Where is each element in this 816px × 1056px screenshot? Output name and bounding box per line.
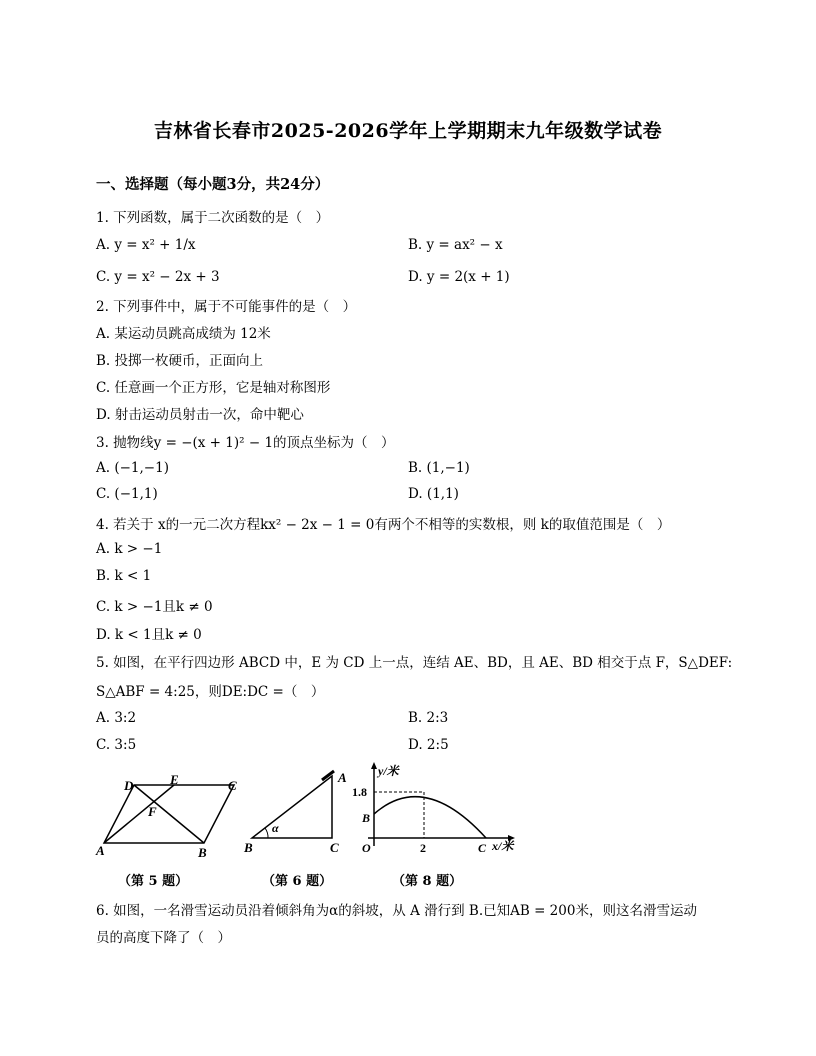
fig5-label-e: E (170, 772, 179, 787)
fig5-label-b: B (198, 845, 207, 860)
fig8-label-o: O (362, 841, 371, 855)
question-1-option-a: A. y = x² + 1/x (96, 237, 196, 253)
question-3-option-c: C. (−1,1) (96, 486, 158, 502)
question-3-option-a: A. (−1,−1) (96, 460, 169, 476)
fig5-label-f: F (148, 804, 157, 819)
fig5-label-a: A (96, 843, 105, 858)
question-3-option-d: D. (1,1) (408, 486, 459, 502)
question-5-option-d: D. 2:5 (408, 737, 449, 753)
fig8-label-b: B (362, 811, 371, 825)
section-heading: 一、选择题（每小题3分，共24分） (96, 176, 330, 193)
question-2-option-d: D. 射击运动员射击一次，命中靶心 (96, 407, 304, 423)
question-1-option-d: D. y = 2(x + 1) (408, 269, 510, 285)
fig8-label-xaxis: x/米 (492, 839, 514, 853)
fig6-label-alpha: α (272, 821, 279, 835)
fig8-label-y18: 1.8 (352, 785, 367, 799)
question-4-option-a: A. k > −1 (96, 541, 163, 557)
figure-8-caption: （第 8 题） (392, 874, 463, 889)
question-5-stem-line1: 5. 如图，在平行四边形 ABCD 中，E 为 CD 上一点，连结 AE、BD，且 AE、BD 相交于点 F，S△DEF: (96, 655, 733, 671)
figure-6-caption: （第 6 题） (262, 874, 333, 889)
figure-6-slope (240, 768, 360, 860)
figure-5-caption: （第 5 题） (118, 874, 189, 889)
fig8-label-c: C (478, 841, 487, 855)
question-5-stem-line2: S△ABF = 4:25，则DE:DC =（ ） (96, 684, 325, 700)
fig6-label-c: C (330, 840, 339, 855)
fig8-label-x2: 2 (420, 841, 426, 855)
question-1-option-b: B. y = ax² − x (408, 237, 503, 253)
question-5-option-b: B. 2:3 (408, 710, 449, 726)
question-4-option-b: B. k < 1 (96, 568, 152, 584)
question-2-option-c: C. 任意画一个正方形，它是轴对称图形 (96, 380, 331, 396)
question-3-stem: 3. 抛物线y = −(x + 1)² − 1的顶点坐标为（ ） (96, 435, 395, 451)
question-6-stem-line1: 6. 如图，一名滑雪运动员沿着倾斜角为α的斜坡，从 A 滑行到 B.已知AB = 200米，则这名滑雪运动 (96, 903, 697, 919)
figure-5-parallelogram (94, 768, 254, 860)
question-2-stem: 2. 下列事件中，属于不可能事件的是（ ） (96, 299, 357, 315)
question-4-option-c: C. k > −1且k ≠ 0 (96, 599, 213, 615)
figure-8-parabola (350, 760, 525, 860)
question-2-option-a: A. 某运动员跳高成绩为 12米 (96, 326, 271, 342)
fig8-label-yaxis: y/米 (378, 764, 399, 778)
question-2-option-b: B. 投掷一枚硬币，正面向上 (96, 353, 264, 369)
question-5-option-a: A. 3:2 (96, 710, 137, 726)
fig5-label-c: C (228, 778, 237, 793)
fig6-label-a: A (338, 770, 347, 785)
question-6-stem-line2: 员的高度下降了（ ） (96, 930, 231, 946)
fig5-label-d: D (124, 778, 134, 793)
question-4-option-d: D. k < 1且k ≠ 0 (96, 627, 202, 643)
question-1-stem: 1. 下列函数，属于二次函数的是（ ） (96, 210, 330, 226)
question-1-option-c: C. y = x² − 2x + 3 (96, 269, 220, 285)
question-5-option-c: C. 3:5 (96, 737, 137, 753)
fig6-label-b: B (244, 840, 253, 855)
question-4-stem: 4. 若关于 x的一元二次方程kx² − 2x − 1 = 0有两个不相等的实数根，则 k的取值范围是（ ） (96, 517, 671, 533)
question-3-option-b: B. (1,−1) (408, 460, 470, 476)
page-title: 吉林省长春市2025-2026学年上学期期末九年级数学试卷 (153, 120, 663, 142)
